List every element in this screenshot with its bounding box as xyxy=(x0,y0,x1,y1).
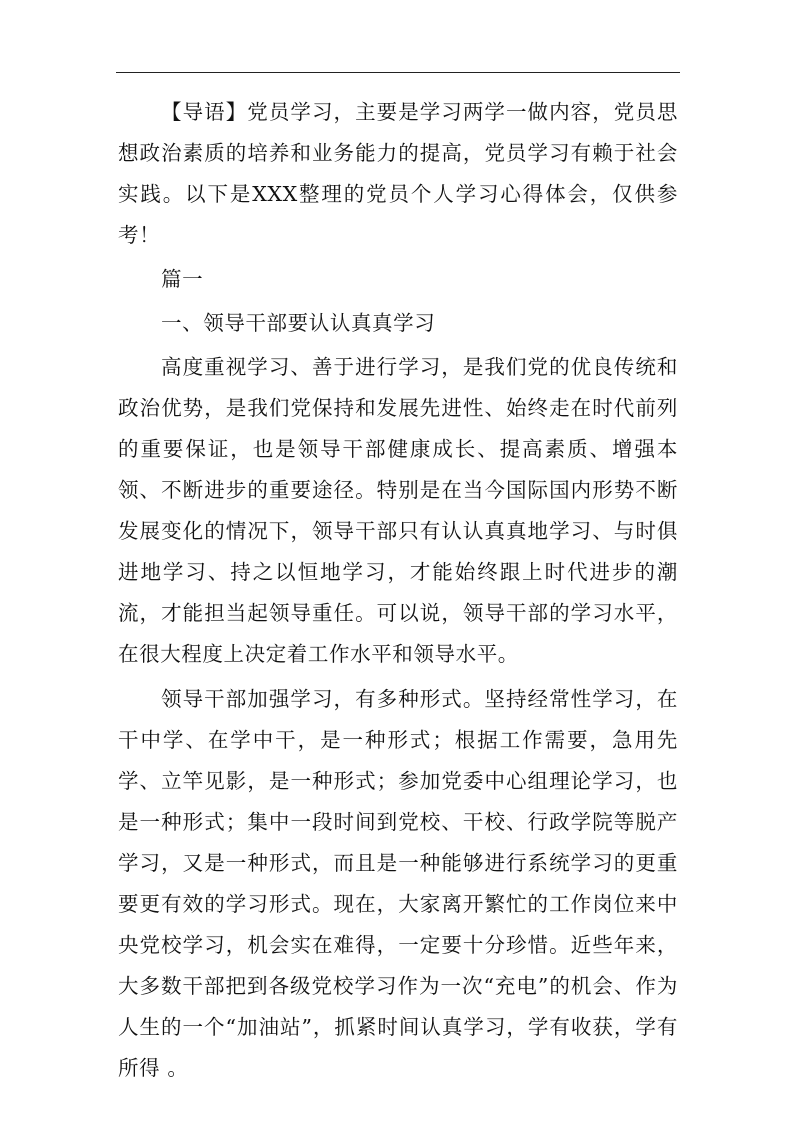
body-paragraph-2: 领导干部加强学习，有多种形式。坚持经常性学习，在干中学、在学中干，是一种形式；根据工作需要，急用先学、立竿见影，是一种形式；参加党委中心组理论学习，也是一种形式；集中一段时间到党校、干校、行政学院等脱产学习，又是一种形式，而且是一种能够进行系统学习的更重要更有效的学习形式。现在，大家离开繁忙的工作岗位来中央党校学习，机会实在难得，一定要十分珍惜。近些年来，大多数干部把到各级党校学习作为一次“充电”的机会、作为人生的一个“加油站”，抓紧时间认真学习，学有收获，学有所得 。 xyxy=(118,687,678,1080)
intro-paragraph: 【导语】党员学习，主要是学习两学一做内容，党员思想政治素质的培养和业务能力的提高，党员学习有赖于社会实践。以下是XXX整理的党员个人学习心得体会，仅供参考！ xyxy=(118,100,678,247)
section-heading: 一、领导干部要认认真真学习 xyxy=(161,311,436,335)
header-rule xyxy=(116,72,680,73)
section-label: 篇一 xyxy=(161,267,204,291)
body-paragraph-1: 高度重视学习、善于进行学习，是我们党的优良传统和政治优势，是我们党保持和发展先进性、始终走在时代前列的重要保证，也是领导干部健康成长、提高素质、增强本领、不断进步的重要途径。特别是在当今国际国内形势不断发展变化的情况下，领导干部只有认认真真地学习、与时俱进地学习、持之以恒地学习，才能始终跟上时代进步的潮流，才能担当起领导重任。可以说，领导干部的学习水平，在很大程度上决定着工作水平和领导水平。 xyxy=(118,355,678,666)
document-body xyxy=(118,92,678,1089)
